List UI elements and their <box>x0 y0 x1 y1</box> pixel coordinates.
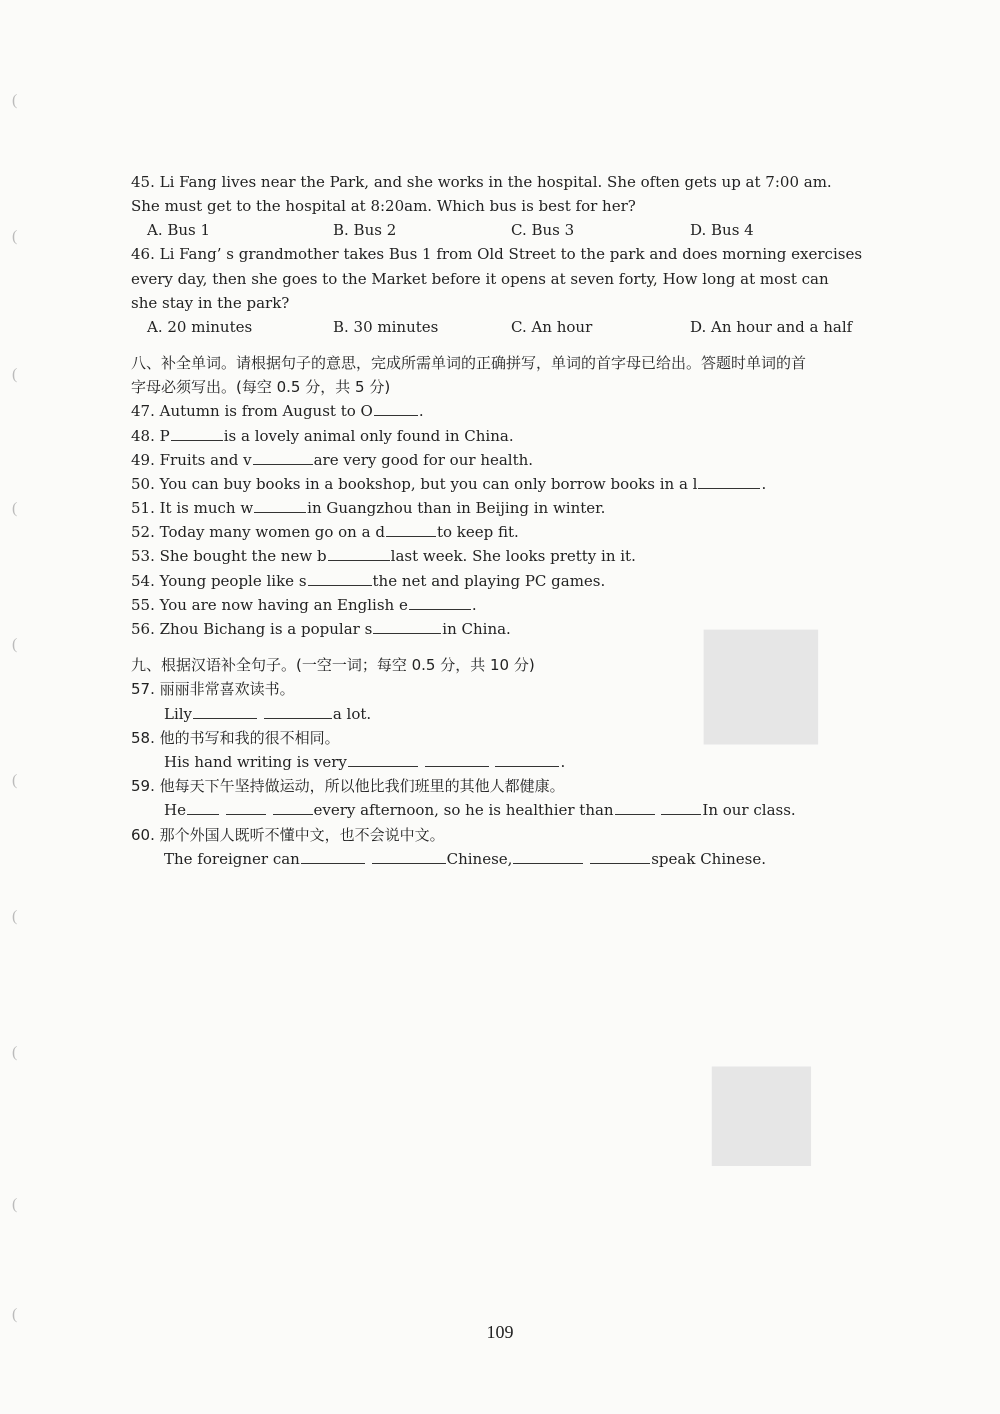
option-c: C. An hour <box>511 317 593 336</box>
question-text: last week. She looks pretty in it. <box>390 547 636 566</box>
answer-blank[interactable] <box>348 751 418 767</box>
question-52 <box>131 520 871 544</box>
question-text: The foreigner can <box>164 849 300 868</box>
question-text: the net and playing PC games. <box>372 571 606 590</box>
answer-blank[interactable] <box>615 799 655 815</box>
question-text: In our class. <box>702 801 796 820</box>
answer-blank[interactable] <box>590 848 650 864</box>
answer-blank[interactable] <box>425 751 489 767</box>
answer-blank[interactable] <box>374 400 418 416</box>
question-text: 50. You can buy books in a bookshop, but you can only borrow books in a l <box>131 474 698 493</box>
binding-hole-mark: ( <box>12 908 18 925</box>
question-46-options <box>131 315 871 339</box>
question-47 <box>131 399 871 423</box>
answer-blank[interactable] <box>513 848 583 864</box>
answer-blank[interactable] <box>253 449 313 465</box>
question-53 <box>131 544 871 568</box>
question-text: in Guangzhou than in Beijing in winter. <box>307 499 606 518</box>
page-content <box>131 170 871 871</box>
question-46-line-1: 46. Li Fang’ s grandmother takes Bus 1 from Old Street to the park and does morning exercises <box>131 245 863 264</box>
answer-blank[interactable] <box>273 799 313 815</box>
question-46-line-3: she stay in the park? <box>131 293 290 312</box>
answer-blank[interactable] <box>373 618 441 634</box>
option-a: A. 20 minutes <box>147 317 253 336</box>
answer-blank[interactable] <box>308 570 372 586</box>
question-59-chinese: 59. 他每天下午坚持做运动，所以他比我们班里的其他人都健康。 <box>131 777 565 796</box>
question-text: to keep fit. <box>436 523 519 542</box>
question-text: 48. P <box>131 426 170 445</box>
question-text: 53. She bought the new b <box>131 547 327 566</box>
answer-blank[interactable] <box>495 751 559 767</box>
question-text: is a lovely animal only found in China. <box>223 426 514 445</box>
answer-blank[interactable] <box>264 703 332 719</box>
question-58-chinese: 58. 他的书写和我的很不相同。 <box>131 728 340 747</box>
show-through-mark: ■ <box>690 588 832 762</box>
question-text: 55. You are now having an English e <box>131 595 408 614</box>
answer-blank[interactable] <box>254 497 306 513</box>
page-number: 109 <box>486 1322 514 1342</box>
question-text: Chinese, <box>446 849 513 868</box>
answer-blank[interactable] <box>386 521 436 537</box>
answer-blank[interactable] <box>171 425 223 441</box>
binding-hole-mark: ( <box>12 636 18 653</box>
answer-blank[interactable] <box>698 473 760 489</box>
binding-hole-mark: ( <box>12 772 18 789</box>
answer-blank[interactable] <box>372 848 446 864</box>
answer-blank[interactable] <box>301 848 365 864</box>
answer-blank[interactable] <box>409 594 471 610</box>
question-45-options <box>131 218 871 242</box>
section-8-heading-1: 八、补全单词。请根据句子的意思，完成所需单词的正确拼写，单词的首字母已给出。答题时单词的首 <box>131 353 807 372</box>
answer-blank[interactable] <box>187 799 219 815</box>
question-text: . <box>560 752 566 771</box>
question-text: in China. <box>442 620 511 638</box>
question-59-english <box>131 798 871 822</box>
question-text: speak Chinese. <box>651 849 767 868</box>
question-text: He <box>164 801 186 820</box>
answer-blank[interactable] <box>193 703 257 719</box>
question-text: 51. It is much w <box>131 499 254 518</box>
question-text: His hand writing is very <box>164 752 347 771</box>
question-60-english <box>131 847 871 871</box>
question-45-line-2: She must get to the hospital at 8:20am. Which bus is best for her? <box>131 197 636 216</box>
question-58-english <box>131 750 871 774</box>
binding-hole-mark: ( <box>12 1196 18 1213</box>
question-text: 54. Young people like s <box>131 571 307 590</box>
question-45-line-1: 45. Li Fang lives near the Park, and she works in the hospital. She often gets up at 7:00 am. <box>131 173 832 191</box>
answer-blank[interactable] <box>661 799 701 815</box>
question-text: a lot. <box>332 704 372 723</box>
binding-hole-mark: ( <box>12 228 18 245</box>
question-text: are very good for our health. <box>313 450 534 469</box>
answer-blank[interactable] <box>226 799 266 815</box>
question-57-english <box>131 702 871 726</box>
binding-hole-mark: ( <box>12 500 18 517</box>
section-8-heading-2: 字母必须写出。(每空 0.5 分，共 5 分) <box>131 378 391 397</box>
question-51 <box>131 496 871 520</box>
question-60-chinese: 60. 那个外国人既听不懂中文，也不会说中文。 <box>131 825 445 844</box>
option-b: B. 30 minutes <box>333 317 439 336</box>
section-9-heading: 九、根据汉语补全句子。(一空一词；每空 0.5 分，共 10 分) <box>131 656 535 675</box>
question-48 <box>131 424 871 448</box>
option-d: D. Bus 4 <box>690 221 754 240</box>
show-through-mark: ■ <box>700 1029 823 1181</box>
question-text: . <box>471 595 477 614</box>
question-49 <box>131 448 871 472</box>
binding-hole-mark: ( <box>12 1306 18 1323</box>
option-b: B. Bus 2 <box>333 221 397 240</box>
question-text: . <box>761 474 767 493</box>
binding-hole-mark: ( <box>12 1044 18 1061</box>
question-text: 56. Zhou Bichang is a popular s <box>131 620 373 638</box>
binding-hole-mark: ( <box>12 92 18 109</box>
option-a: A. Bus 1 <box>147 221 211 240</box>
question-text: 47. Autumn is from August to O <box>131 402 373 421</box>
question-46-line-2: every day, then she goes to the Market before it opens at seven forty, How long at most can <box>131 269 829 288</box>
option-d: D. An hour and a half <box>690 317 853 336</box>
question-54 <box>131 569 871 593</box>
question-text: 52. Today many women go on a d <box>131 523 385 542</box>
question-57-chinese: 57. 丽丽非常喜欢读书。 <box>131 680 295 699</box>
binding-hole-mark: ( <box>12 366 18 383</box>
answer-blank[interactable] <box>328 545 390 561</box>
question-text: Lily <box>164 704 193 723</box>
question-text: 49. Fruits and v <box>131 450 252 469</box>
question-55 <box>131 593 871 617</box>
question-text: . <box>418 402 424 421</box>
question-56 <box>131 617 871 641</box>
question-text: every afternoon, so he is healthier than <box>313 801 614 820</box>
option-c: C. Bus 3 <box>511 221 575 240</box>
question-50 <box>131 472 871 496</box>
